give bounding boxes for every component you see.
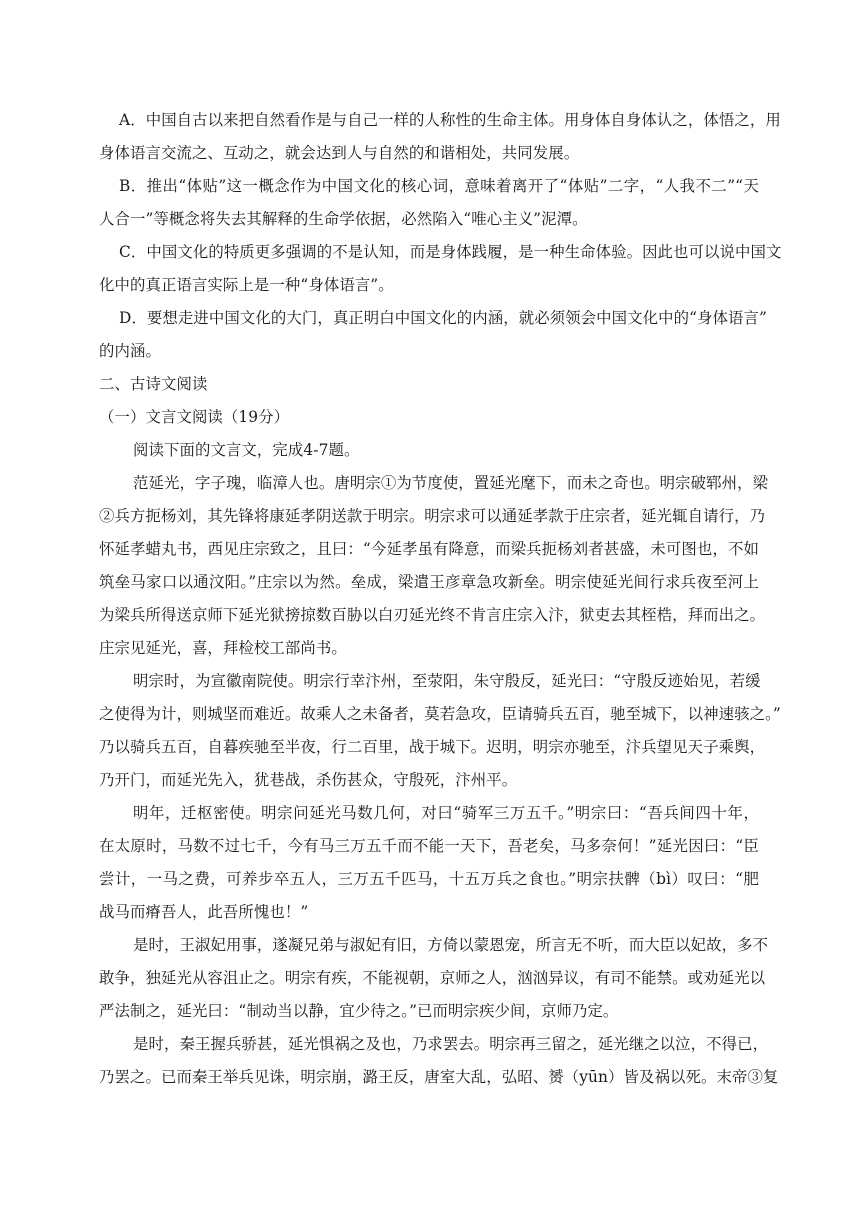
option-c-line-1: C．中国文化的特质更多强调的不是认知，而是身体践履，是一种生命体验。因此也可以说中国文	[119, 243, 782, 261]
passage-p1-line-2: ②兵方扼杨刘，其先锋将康延孝阴送款于明宗。明宗求可以通延孝款于庄宗者，延光辄自请行，乃	[99, 507, 766, 525]
passage-p1-line-1: 范延光，字子瑰，临漳人也。唐明宗①为节度使，置延光麾下，而未之奇也。明宗破郓州，梁	[133, 474, 769, 492]
passage-p3-line-2: 在太原时，马数不过七千，今有马三万五千而不能一天下，吾老矣，马多奈何！”延光因曰：“臣	[99, 837, 759, 855]
option-b-line-2: 人合一”等概念将失去其解释的生命学依据，必然陷入“唯心主义”泥潭。	[99, 210, 588, 228]
passage-p1-line-3: 怀延孝蜡丸书，西见庄宗致之，且曰：“今延孝虽有降意，而梁兵扼杨刘者甚盛，未可图也，不如	[99, 540, 759, 558]
passage-p3-line-4: 战马而瘠吾人，此吾所愧也！”	[99, 903, 309, 921]
option-b-line-1: B．推出“体贴”这一概念作为中国文化的核心词，意味着离开了“体贴”二字，“人我不二”“天	[119, 177, 759, 195]
option-a-line-1: A．中国自古以来把自然看作是与自己一样的人称性的生命主体。用身体自身体认之，体悟之，用	[119, 111, 781, 129]
option-d-line-2: 的内涵。	[99, 342, 161, 360]
option-c-line-2: 化中的真正语言实际上是一种“身体语言”。	[99, 276, 394, 294]
option-d-line-1: D．要想走进中国文化的大门，真正明白中国文化的内涵，就必须领会中国文化中的“身体语言”	[119, 309, 768, 327]
passage-p2-line-4: 乃开门，而延光先入，犹巷战，杀伤甚众，守殷死，汴州平。	[99, 771, 518, 789]
passage-p2-line-2: 之使得为计，则城坚而难近。故乘人之未备者，莫若急攻，臣请骑兵五百，驰至城下，以神速骇之。”	[99, 705, 781, 723]
passage-p1-line-6: 庄宗见延光，喜，拜检校工部尚书。	[99, 639, 347, 657]
subsection-title: （一）文言文阅读（19分）	[99, 408, 290, 426]
passage-p1-line-4: 筑垒马家口以通汶阳。”庄宗以为然。垒成，梁遣王彦章急攻新垒。明宗使延光间行求兵夜至河上	[99, 573, 759, 591]
passage-p1-line-5: 为梁兵所得送京师下延光狱搒掠数百胁以白刃延光终不肯言庄宗入汴，狱吏去其桎梏，拜而出之。	[99, 606, 766, 624]
option-a-line-2: 身体语言交流之、互动之，就会达到人与自然的和谐相处，共同发展。	[99, 144, 580, 162]
passage-p3-line-3: 尝计，一马之费，可养步卒五人，三万五千匹马，十五万兵之食也。”明宗扶髀（bì）叹曰：“肥	[99, 870, 759, 888]
section-title: 二、古诗文阅读	[99, 375, 208, 393]
passage-p4-line-3: 严法制之，延光曰：“制动当以静，宜少待之。”已而明宗疾少间，京师乃定。	[99, 1002, 619, 1020]
passage-p2-line-3: 乃以骑兵五百，自暮疾驰至半夜，行二百里，战于城下。迟明，明宗亦驰至，汴兵望见天子乘舆，	[99, 738, 766, 756]
passage-p4-line-2: 敢争，独延光从容沮止之。明宗有疾，不能视朝，京师之人，汹汹异议，有司不能禁。或劝延光以	[99, 969, 766, 987]
passage-p5-line-1: 是时，秦王握兵骄甚，延光惧祸之及也，乃求罢去。明宗再三留之，延光继之以泣，不得已，	[133, 1035, 769, 1053]
passage-p5-line-2: 乃罢之。已而秦王举兵见诛，明宗崩，潞王反，唐室大乱，弘昭、赟（yūn）皆及祸以死。末帝③复	[99, 1068, 779, 1086]
passage-p2-line-1: 明宗时，为宣徽南院使。明宗行幸汴州，至荥阳，朱守殷反，延光曰：“守殷反迹始见，若缓	[133, 672, 761, 690]
passage-p4-line-1: 是时，王淑妃用事，遂凝兄弟与淑妃有旧，方倚以蒙恩宠，所言无不听，而大臣以妃故，多不	[133, 936, 769, 954]
passage-p3-line-1: 明年，迁枢密使。明宗问延光马数几何，对曰“骑军三万五千。”明宗曰：“吾兵间四十年，	[133, 804, 759, 822]
instruction-text: 阅读下面的文言文，完成4-7题。	[133, 441, 360, 459]
